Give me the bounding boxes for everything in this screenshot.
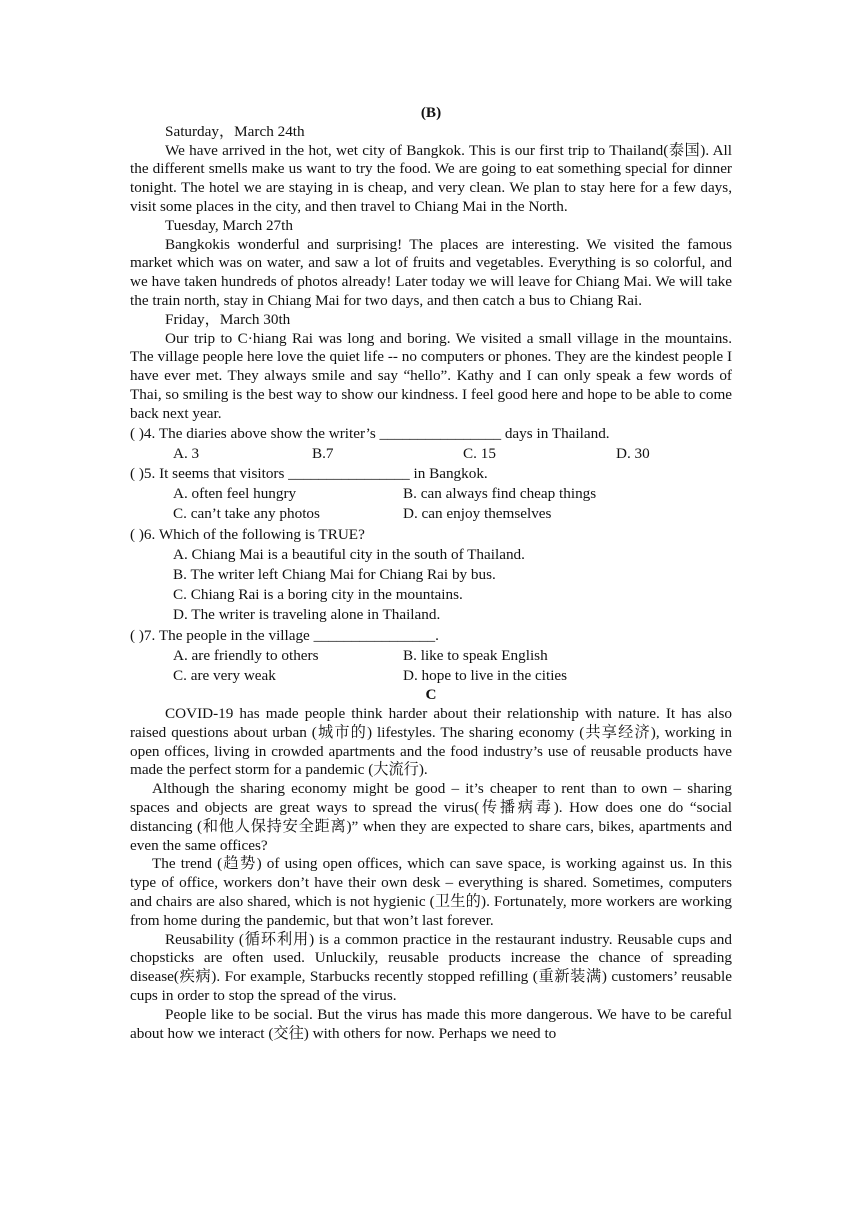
question-7-options — [130, 646, 732, 686]
option-c: C. 15 — [463, 444, 496, 462]
option-b: B. The writer left Chiang Mai for Chiang Rai by bus. — [173, 565, 496, 583]
article-paragraph: The trend (趋势) of using open offices, which can save space, is working against us. In this type of office, workers don’t have their own desk – everything is shared. Sometimes, computers and chairs are also shared, which is not hygienic (卫生的). Fortunately, more workers are working from home during the pandemic, but that won’t last forever. — [130, 855, 732, 929]
option-d: D. can enjoy themselves — [403, 505, 552, 523]
option-c: C. can’t take any photos — [173, 505, 320, 523]
option-b: B. like to speak English — [403, 646, 548, 664]
option-d: D. hope to live in the cities — [403, 666, 568, 684]
option-b: B.7 — [312, 444, 334, 462]
article-paragraph: Although the sharing economy might be good – it’s cheaper to rent than to own – sharing spaces and objects are great ways to spread the virus(传播病毒). How does one do “social distancing (和他人保持安全距离)” when they are expected to share cars, bikes, apartments and even the same offices? — [130, 780, 732, 854]
option-b: B. can always find cheap things — [403, 485, 597, 503]
option-d: D. 30 — [616, 444, 650, 462]
question-6-stem: ( )6. Which of the following is TRUE? — [130, 525, 365, 543]
question-4-stem: ( )4. The diaries above show the writer’s ________________ days in Thailand. — [130, 424, 610, 442]
option-a: A. 3 — [173, 444, 200, 462]
section-c-heading: C — [425, 686, 437, 704]
diary-date: Tuesday, March 27th — [165, 216, 293, 234]
option-c: C. are very weak — [173, 666, 276, 684]
diary-text: Our trip to C·hiang Rai was long and boring. We visited a small village in the mountains. The village people here love the quiet life -- no computers or phones. They are the kindest people I have ever met. They always smile and say “hello”. Kathy and I can only speak a few words of Thai, so smiling is the best way to show our kindness. I feel good here and hope to be able to come back next year. — [130, 329, 732, 422]
article-paragraph: COVID-19 has made people think harder about their relationship with nature. It has also raised questions about urban (城市的) lifestyles. The sharing economy (共享经济), working in open offices, living in crowded apartments and the food industry’s use of reusable products have made the perfect storm for a pandemic (大流行). — [130, 704, 732, 779]
option-d: D. The writer is traveling alone in Thailand. — [173, 606, 441, 624]
option-c: C. Chiang Rai is a boring city in the mountains. — [173, 586, 463, 604]
question-5-stem: ( )5. It seems that visitors ________________ in Bangkok. — [130, 464, 488, 482]
question-6-options — [130, 545, 732, 626]
worksheet-page — [130, 104, 732, 1043]
option-a: A. often feel hungry — [173, 485, 297, 503]
section-b-heading: (B) — [420, 104, 442, 121]
article-paragraph: People like to be social. But the virus has made this more dangerous. We have to be careful about how we interact (交往) with others for now. Perhaps we need to — [130, 1005, 732, 1042]
question-7-stem: ( )7. The people in the village ________________. — [130, 626, 439, 644]
diary-date: Saturday，March 24th — [165, 122, 305, 140]
diary-date: Friday，March 30th — [165, 310, 291, 328]
option-a: A. are friendly to others — [173, 646, 319, 664]
question-5-options — [130, 484, 732, 524]
diary-text: We have arrived in the hot, wet city of Bangkok. This is our first trip to Thailand(泰国). All the different smells make us want to try the food. We are going to eat something special for dinner tonight. The hotel we are staying in is cheap, and very clean. We plan to stay here for a few days, visit some places in the city, and then travel to Chiang Mai in the North. — [130, 141, 732, 215]
option-a: A. Chiang Mai is a beautiful city in the south of Thailand. — [173, 545, 525, 563]
question-4-options — [130, 444, 732, 464]
article-paragraph: Reusability (循环利用) is a common practice in the restaurant industry. Reusable cups and chopsticks are often used. Unluckily, reusable products increase the chance of spreading disease(疾病). For example, Starbucks recently stopped refilling (重新装满) customers’ reusable cups in order to stop the spread of the virus. — [130, 930, 732, 1004]
diary-text: Bangkokis wonderful and surprising! The places are interesting. We visited the famous market which was on water, and saw a lot of fruits and vegetables. Everything is so colorful, and we have taken hundreds of photos already! Later today we will leave for Chiang Mai. We will take the train north, stay in Chiang Mai for two days, and then catch a bus to Chiang Rai. — [130, 235, 732, 309]
